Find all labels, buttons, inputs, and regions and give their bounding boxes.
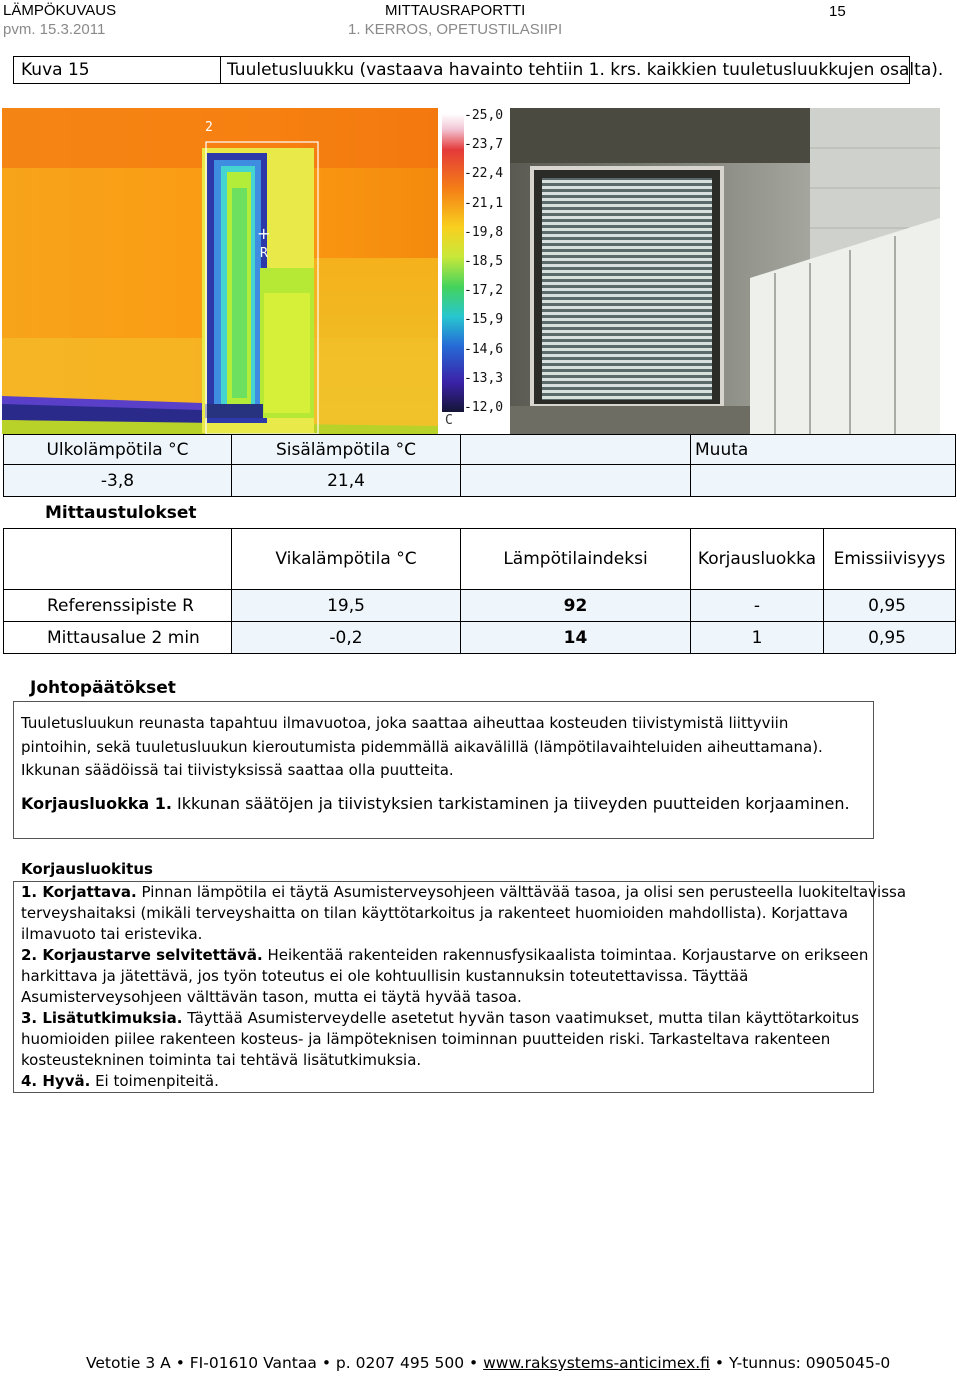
scale-tick: -19,8	[464, 224, 504, 240]
photo-graphic	[510, 108, 940, 434]
conclusions-line-3: Ikkunan säädöissä tai tiivistyksissä saattaa olla puutteita.	[21, 761, 454, 779]
scale-tick-label: 13,3	[471, 370, 504, 386]
scale-tick-label: 25,0	[471, 108, 504, 123]
scale-tick: -21,1	[464, 195, 504, 211]
class-1-label: 1. Korjattava.	[21, 883, 137, 901]
row-measure-temp-index: 14	[460, 621, 691, 654]
color-scale-bar	[442, 114, 464, 412]
row-reference-label: Referenssipiste R	[3, 589, 232, 622]
col-emissivity: Emissiivisyys	[823, 528, 956, 590]
class-3-label: 3. Lisätutkimuksia.	[21, 1009, 183, 1027]
footer-website-link[interactable]: www.raksystems-anticimex.fi	[483, 1354, 710, 1372]
conclusions-class-text: Ikkunan säätöjen ja tiivistyksien tarkistaminen ja tiiveyden puutteiden korjaaminen.	[171, 794, 850, 813]
report-title: MITTAUSRAPORTTI	[385, 2, 526, 19]
scale-tick: -12,0	[464, 400, 504, 415]
report-type: LÄMPÖKUVAUS	[3, 2, 117, 19]
row-measure-fault-temp: -0,2	[231, 621, 461, 654]
caption-divider	[220, 57, 221, 83]
conclusions-box	[13, 701, 874, 839]
blank-header-cell	[460, 434, 691, 465]
row-reference-fault-temp: 19,5	[231, 589, 461, 622]
conclusions-line-1: Tuuletusluukun reunasta tapahtuu ilmavuotoa, joka saattaa aiheuttaa kosteuden tiivistymistä liittyviin	[21, 714, 789, 732]
marker-r: R	[260, 246, 268, 261]
scale-tick-label: 17,2	[471, 283, 504, 299]
class-3-line-1	[21, 1008, 859, 1029]
scale-tick: -23,7	[464, 137, 504, 153]
scale-tick-label: 23,7	[471, 137, 504, 153]
class-1-line-3: ilmavuoto tai eristevika.	[21, 925, 203, 943]
conclusions-title: Johtopäätökset	[30, 678, 176, 698]
other-value	[690, 464, 956, 497]
conclusions-line-2: pintoihin, sekä tuuletusluukun kieroutumista pidemmällä aikavälillä (lämpötilavaihteluiden aiheuttamana).	[21, 738, 823, 756]
scale-tick: -15,9	[464, 312, 504, 328]
row-reference-temp-index: 92	[460, 589, 691, 622]
scale-tick: -22,4	[464, 166, 504, 182]
scale-tick-label: 21,1	[471, 195, 504, 211]
photo	[510, 108, 940, 434]
class-2-line-3: Asumisterveysohjeen välttävän tason, mutta ei täytä hyvää tasoa.	[21, 988, 522, 1006]
scale-tick: -17,2	[464, 283, 504, 299]
crosshair-icon: +	[257, 224, 271, 243]
footer	[86, 1354, 890, 1372]
scale-tick-label: 18,5	[471, 254, 504, 269]
class-1-line-2: terveyshaitaksi (mikäli terveyshaitta on tilan käyttötarkoitus ja rakenteet huomioiden mahdollista). Korjattava	[21, 904, 849, 922]
class-1-line-1	[21, 882, 906, 903]
bullet-icon: •	[714, 1354, 729, 1372]
temperature-scale	[438, 108, 506, 434]
scale-tick-label: 22,4	[471, 166, 504, 182]
col-temp-index: Lämpötilaindeksi	[460, 528, 691, 590]
class-2-label: 2. Korjaustarve selvitettävä.	[21, 946, 263, 964]
outdoor-temp-value: -3,8	[3, 464, 232, 497]
blank-value-cell	[460, 464, 691, 497]
indoor-temp-header: Sisälämpötila °C	[231, 434, 461, 465]
report-date: pvm. 15.3.2011	[3, 21, 106, 38]
class-2-line-1	[21, 945, 868, 966]
conclusions-repair-class	[21, 793, 850, 814]
caption-text: Tuuletusluukku (vastaava havainto tehtiin 1. krs. kaikkien tuuletusluukkujen osalta).	[227, 60, 944, 80]
scale-tick-label: 15,9	[471, 312, 504, 328]
row-reference-repair-class: -	[690, 589, 824, 622]
other-header: Muuta	[690, 434, 956, 465]
class-3-text: Täyttää Asumisterveydelle asetetut hyvän tason vaatimukset, mutta tilan käyttötarkoitus	[182, 1009, 860, 1027]
thermal-image	[2, 108, 438, 434]
classes-box	[13, 881, 907, 1093]
results-title: Mittaustulokset	[45, 503, 197, 523]
scale-tick: -13,3	[464, 370, 504, 386]
caption-label: Kuva 15	[21, 60, 90, 80]
row-reference-emissivity: 0,95	[823, 589, 956, 622]
col-fault-temp: Vikalämpötila °C	[231, 528, 461, 590]
page-number: 15	[829, 3, 846, 20]
results-corner	[3, 528, 232, 590]
conclusions-class-label: Korjausluokka 1.	[21, 794, 172, 813]
bullet-icon: •	[469, 1354, 484, 1372]
bullet-icon: •	[321, 1354, 336, 1372]
report-subtitle: 1. KERROS, OPETUSTILASIIPI	[348, 21, 563, 38]
thermal-image-graphic	[2, 108, 438, 434]
row-measure-label: Mittausalue 2 min	[3, 621, 232, 654]
scale-tick: -18,5	[464, 254, 504, 269]
footer-business-id: Y-tunnus: 0905045-0	[728, 1354, 891, 1372]
scale-tick: -25,0	[464, 108, 504, 123]
scale-tick-label: 12,0	[471, 400, 504, 415]
class-1-text: Pinnan lämpötila ei täytä Asumisterveysohjeen välttävää tasoa, ja olisi sen perusteella luokiteltavissa	[136, 883, 907, 901]
marker-2: 2	[205, 120, 213, 135]
bullet-icon: •	[175, 1354, 190, 1372]
class-3-line-2: huomioiden piilee rakenteen kosteus- ja lämpöteknisen toiminnan puutteiden riski. Tarkasteltava rakenteen	[21, 1030, 831, 1048]
scale-unit: C	[445, 413, 453, 428]
row-measure-emissivity: 0,95	[823, 621, 956, 654]
row-measure-repair-class: 1	[690, 621, 824, 654]
caption-box	[13, 56, 944, 84]
class-2-text: Heikentää rakenteiden rakennusfysikaalista toimintaa. Korjaustarve on erikseen	[262, 946, 869, 964]
scale-tick: -14,6	[464, 341, 504, 357]
outdoor-temp-header: Ulkolämpötila °C	[3, 434, 232, 465]
footer-postal: FI-01610 Vantaa	[189, 1354, 317, 1372]
class-4-line	[21, 1071, 219, 1092]
scale-tick-label: 19,8	[471, 224, 504, 240]
col-repair-class: Korjausluokka	[690, 528, 824, 590]
classes-title: Korjausluokitus	[21, 860, 153, 878]
indoor-temp-value: 21,4	[231, 464, 461, 497]
footer-address: Vetotie 3 A	[86, 1354, 171, 1372]
class-2-line-2: harkittava ja jätettävä, jos työn toteutus ei ole kohtuullisin kustannuksin toteutettavissa. Täyttää	[21, 967, 749, 985]
scale-tick-label: 14,6	[471, 341, 504, 357]
class-4-label: 4. Hyvä.	[21, 1072, 91, 1090]
footer-phone: p. 0207 495 500	[335, 1354, 465, 1372]
class-3-line-3: kosteustekninen toiminta tai tehtävä lisätutkimuksia.	[21, 1051, 422, 1069]
class-4-text: Ei toimenpiteitä.	[90, 1072, 219, 1090]
